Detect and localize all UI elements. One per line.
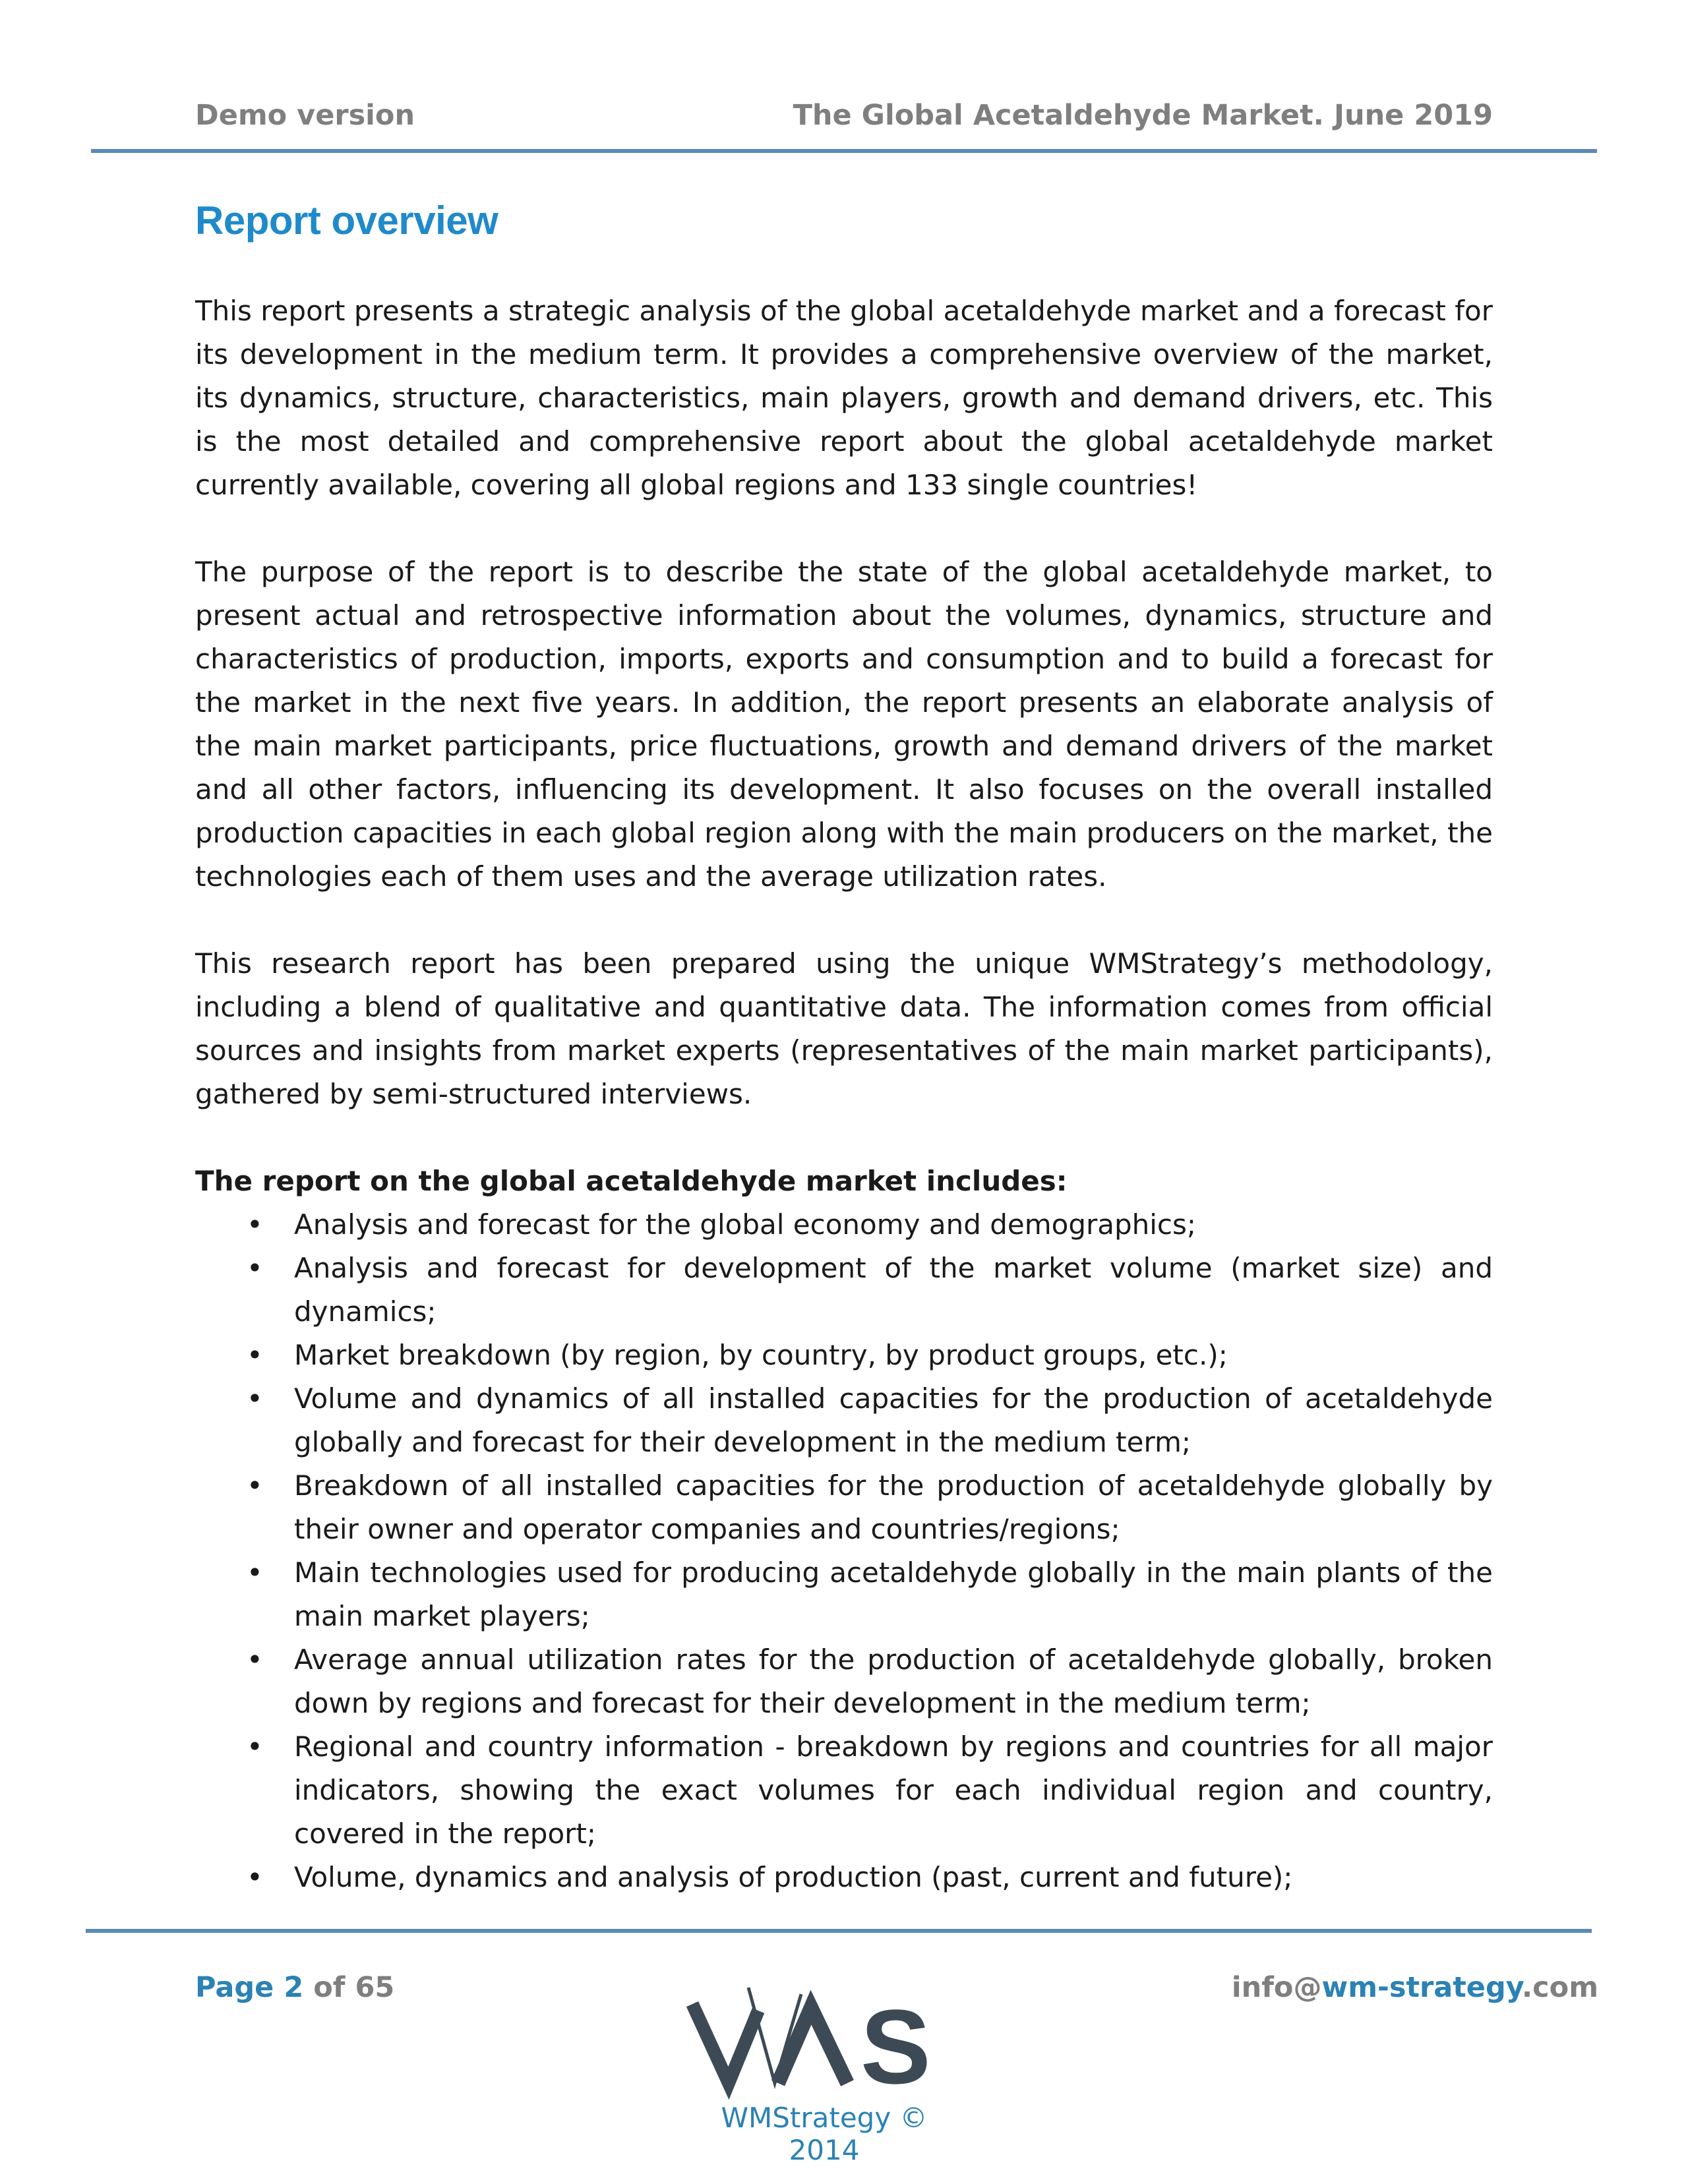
- list-item-text: Market breakdown (by region, by country, by product groups, etc.);: [294, 1339, 1228, 1371]
- list-item-text: Volume, dynamics and analysis of production (past, current and future);: [294, 1861, 1293, 1893]
- list-item: [195, 1856, 1493, 1899]
- bullet-icon: •: [247, 1208, 263, 1241]
- list-item: [195, 1334, 1493, 1377]
- list-item: [195, 1464, 1493, 1551]
- includes-list: [195, 1203, 1493, 1899]
- list-item-text: Average annual utilization rates for the production of acetaldehyde globally, broken down by regions and forecast for their development in the medium term;: [294, 1643, 1493, 1719]
- list-item: [195, 1377, 1493, 1464]
- list-item-text: Volume and dynamics of all installed capacities for the production of acetaldehyde globally and forecast for their development in the medium term;: [294, 1382, 1493, 1458]
- email-domain: wm-strategy: [1321, 1971, 1522, 2004]
- paragraph-purpose: The purpose of the report is to describe the state of the global acetaldehyde market, to present actual and retrospective information about the volumes, dynamics, structure and characteristics of production, imports, exports and consumption and to build a forecast for the market in the next five years. In addition, the report presents an elaborate analysis of the main market participants, price fluctuations, growth and demand drivers of the market and all other factors, influencing its development. It also focuses on the overall installed production capacities in each global region along with the main producers on the market, the technologies each of them uses and the average utilization rates.: [195, 556, 1493, 893]
- bullet-icon: •: [247, 1643, 263, 1676]
- bullet-icon: •: [247, 1252, 263, 1284]
- list-item-text: Analysis and forecast for the global economy and demographics;: [294, 1208, 1197, 1241]
- bullet-icon: •: [247, 1556, 263, 1589]
- section-title: Report overview: [195, 198, 498, 243]
- list-item: [195, 1551, 1493, 1638]
- bullet-icon: •: [247, 1469, 263, 1502]
- paragraph-intro: This report presents a strategic analysis of the global acetaldehyde market and a forecast for its development in the medium term. It provides a comprehensive overview of the market, its dynamics, structure, characteristics, main players, growth and demand drivers, etc. This is the most detailed and comprehensive report about the global acetaldehyde market currently available, covering all global regions and 133 single countries!: [195, 295, 1493, 501]
- list-item-text: Regional and country information - breakdown by regions and countries for all major indicators, showing the exact volumes for each individual region and country, covered in the report;: [294, 1730, 1493, 1850]
- contact-email[interactable]: [1232, 1971, 1598, 2004]
- bullet-icon: •: [247, 1339, 263, 1371]
- list-item: [195, 1203, 1493, 1247]
- wms-logo: [679, 1974, 963, 2106]
- bullet-icon: •: [247, 1730, 263, 1763]
- list-item-text: Analysis and forecast for development of the market volume (market size) and dynamics;: [294, 1252, 1493, 1328]
- email-user: info@: [1231, 1971, 1322, 2004]
- header-demo-label: Demo version: [195, 99, 415, 132]
- paragraph-methodology: This research report has been prepared using the unique WMStrategy’s methodology, including a blend of qualitative and quantitative data. The information comes from official sources and insights from market experts (representatives of the main market participants), gathered by semi-structured interviews.: [195, 947, 1493, 1110]
- list-item: [195, 1725, 1493, 1856]
- list-item-text: Main technologies used for producing acetaldehyde globally in the main plants of the main market players;: [294, 1556, 1493, 1632]
- logo-mark-icon: [679, 1974, 963, 2106]
- page-body: [195, 198, 1493, 1899]
- list-item: [195, 1247, 1493, 1334]
- header-divider: [91, 149, 1597, 153]
- bullet-icon: •: [247, 1382, 263, 1415]
- list-item-text: Breakdown of all installed capacities for the production of acetaldehyde globally by their owner and operator companies and countries/regions;: [294, 1469, 1493, 1545]
- header-report-title: The Global Acetaldehyde Market. June 2019: [793, 99, 1493, 132]
- logo-caption: WMStrategy © 2014: [721, 2102, 928, 2166]
- page-header: [195, 99, 1493, 138]
- page-counter: [195, 1971, 394, 2004]
- email-tld: .com: [1521, 1971, 1598, 2004]
- bullet-icon: •: [247, 1861, 263, 1893]
- list-item: [195, 1638, 1493, 1725]
- svg-text:S: S: [860, 1988, 931, 2106]
- footer-divider: [86, 1929, 1592, 1933]
- includes-heading: The report on the global acetaldehyde market includes:: [195, 1165, 1068, 1197]
- page-total: of 65: [313, 1971, 395, 2004]
- page-label: Page: [195, 1971, 274, 2004]
- page-number: 2: [284, 1971, 304, 2004]
